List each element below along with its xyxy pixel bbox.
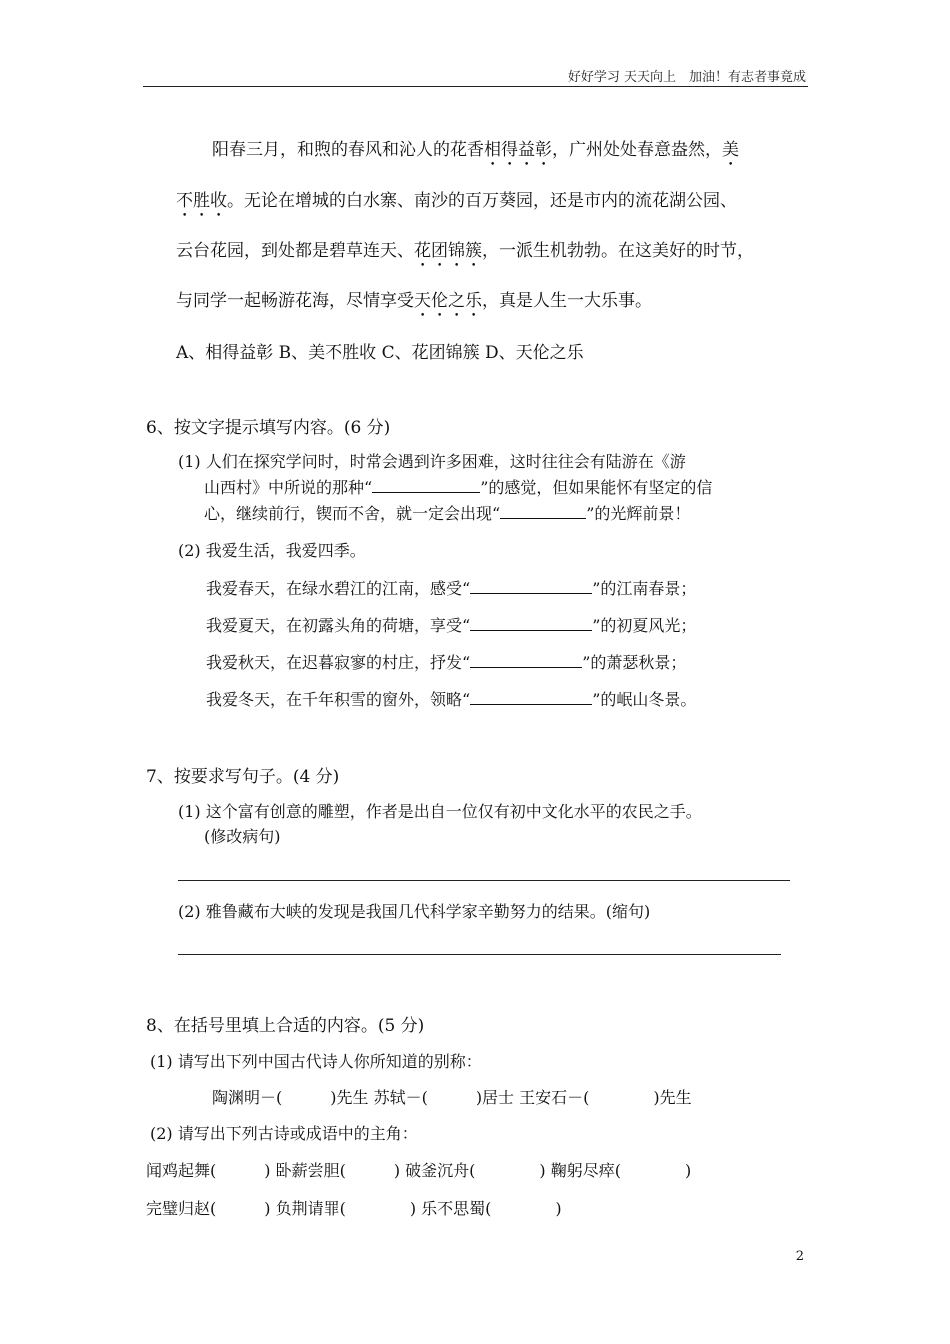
q6-p2-title: (2) 我爱生活，我爱四季。 [178,541,366,560]
q8-p2-title: (2) 请写出下列古诗或成语中的主角： [150,1124,418,1143]
passage-line-3: 云台花园，到处都是碧草连天、花团锦簇，一派生机勃勃。在这美好的时节， [176,241,754,261]
q8-title: 8、在括号里填上合适的内容。(5 分) [146,1016,425,1036]
fill-blank[interactable] [470,688,592,705]
header-rule [143,86,808,87]
q6-winter: 我爱冬天，在千年积雪的窗外，领略“ ”的岷山冬景。 [206,690,697,709]
q6-p1-line2: 山西村》中所说的那种“ ”的感觉，但如果能怀有坚定的信 [204,478,713,497]
q7-s1-line1: (1) 这个富有创意的雕塑，作者是出自一位仅有初中文化水平的农民之手。 [178,802,702,821]
passage-line-2: 不胜收。无论在增城的白水寨、南沙的百万葵园，还是市内的流花湖公园、 [176,191,737,211]
q7-s1-line2: (修改病句) [204,827,281,846]
q8-row-2: 完璧归赵( ) 负荆请罪( ) 乐不思蜀( ) [146,1199,562,1218]
page-header: 好好学习 天天向上 加油！有志者事竟成 [567,70,806,85]
answer-options: A、相得益彰 B、美不胜收 C、花团锦簇 D、天伦之乐 [176,343,584,363]
q6-summer: 我爱夏天，在初露头角的荷塘，享受“ ”的初夏风光； [206,616,697,635]
q6-p1-line1: (1) 人们在探究学问时，时常会遇到许多困难，这时往往会有陆游在《游 [178,452,686,471]
q6-p1-line3: 心，继续前行，锲而不舍，就一定会出现“ ”的光辉前景！ [204,504,691,523]
q6-spring: 我爱春天，在绿水碧江的江南，感受“ ”的江南春景； [206,579,697,598]
fill-blank[interactable] [470,651,582,668]
q8-row-1: 闻鸡起舞( ) 卧薪尝胆( ) 破釜沉舟( ) 鞠躬尽瘁( ) [146,1161,692,1180]
passage-line-4: 与同学一起畅游花海，尽情享受天伦之乐，真是人生一大乐事。 [176,291,652,311]
answer-line[interactable] [178,954,781,955]
q7-title: 7、按要求写句子。(4 分) [146,767,340,787]
fill-blank[interactable] [500,502,586,519]
fill-blank[interactable] [470,577,592,594]
fill-blank[interactable] [470,614,592,631]
page-number: 2 [795,1249,804,1264]
fill-blank[interactable] [372,476,480,493]
q8-p1-row: 陶渊明－( )先生 苏轼－( )居士 王安石－( )先生 [212,1088,692,1107]
q6-autumn: 我爱秋天，在迟暮寂寥的村庄，抒发“ ”的萧瑟秋景； [206,653,687,672]
passage-line-1: 阳春三月，和煦的春风和沁人的花香相得益彰，广州处处春意盎然，美 [212,140,739,160]
q6-title: 6、按文字提示填写内容。(6 分) [146,418,391,438]
q7-s2: (2) 雅鲁藏布大峡的发现是我国几代科学家辛勤努力的结果。(缩句) [178,902,651,921]
q8-p1-title: (1) 请写出下列中国古代诗人你所知道的别称： [150,1052,482,1071]
answer-line[interactable] [178,880,790,881]
